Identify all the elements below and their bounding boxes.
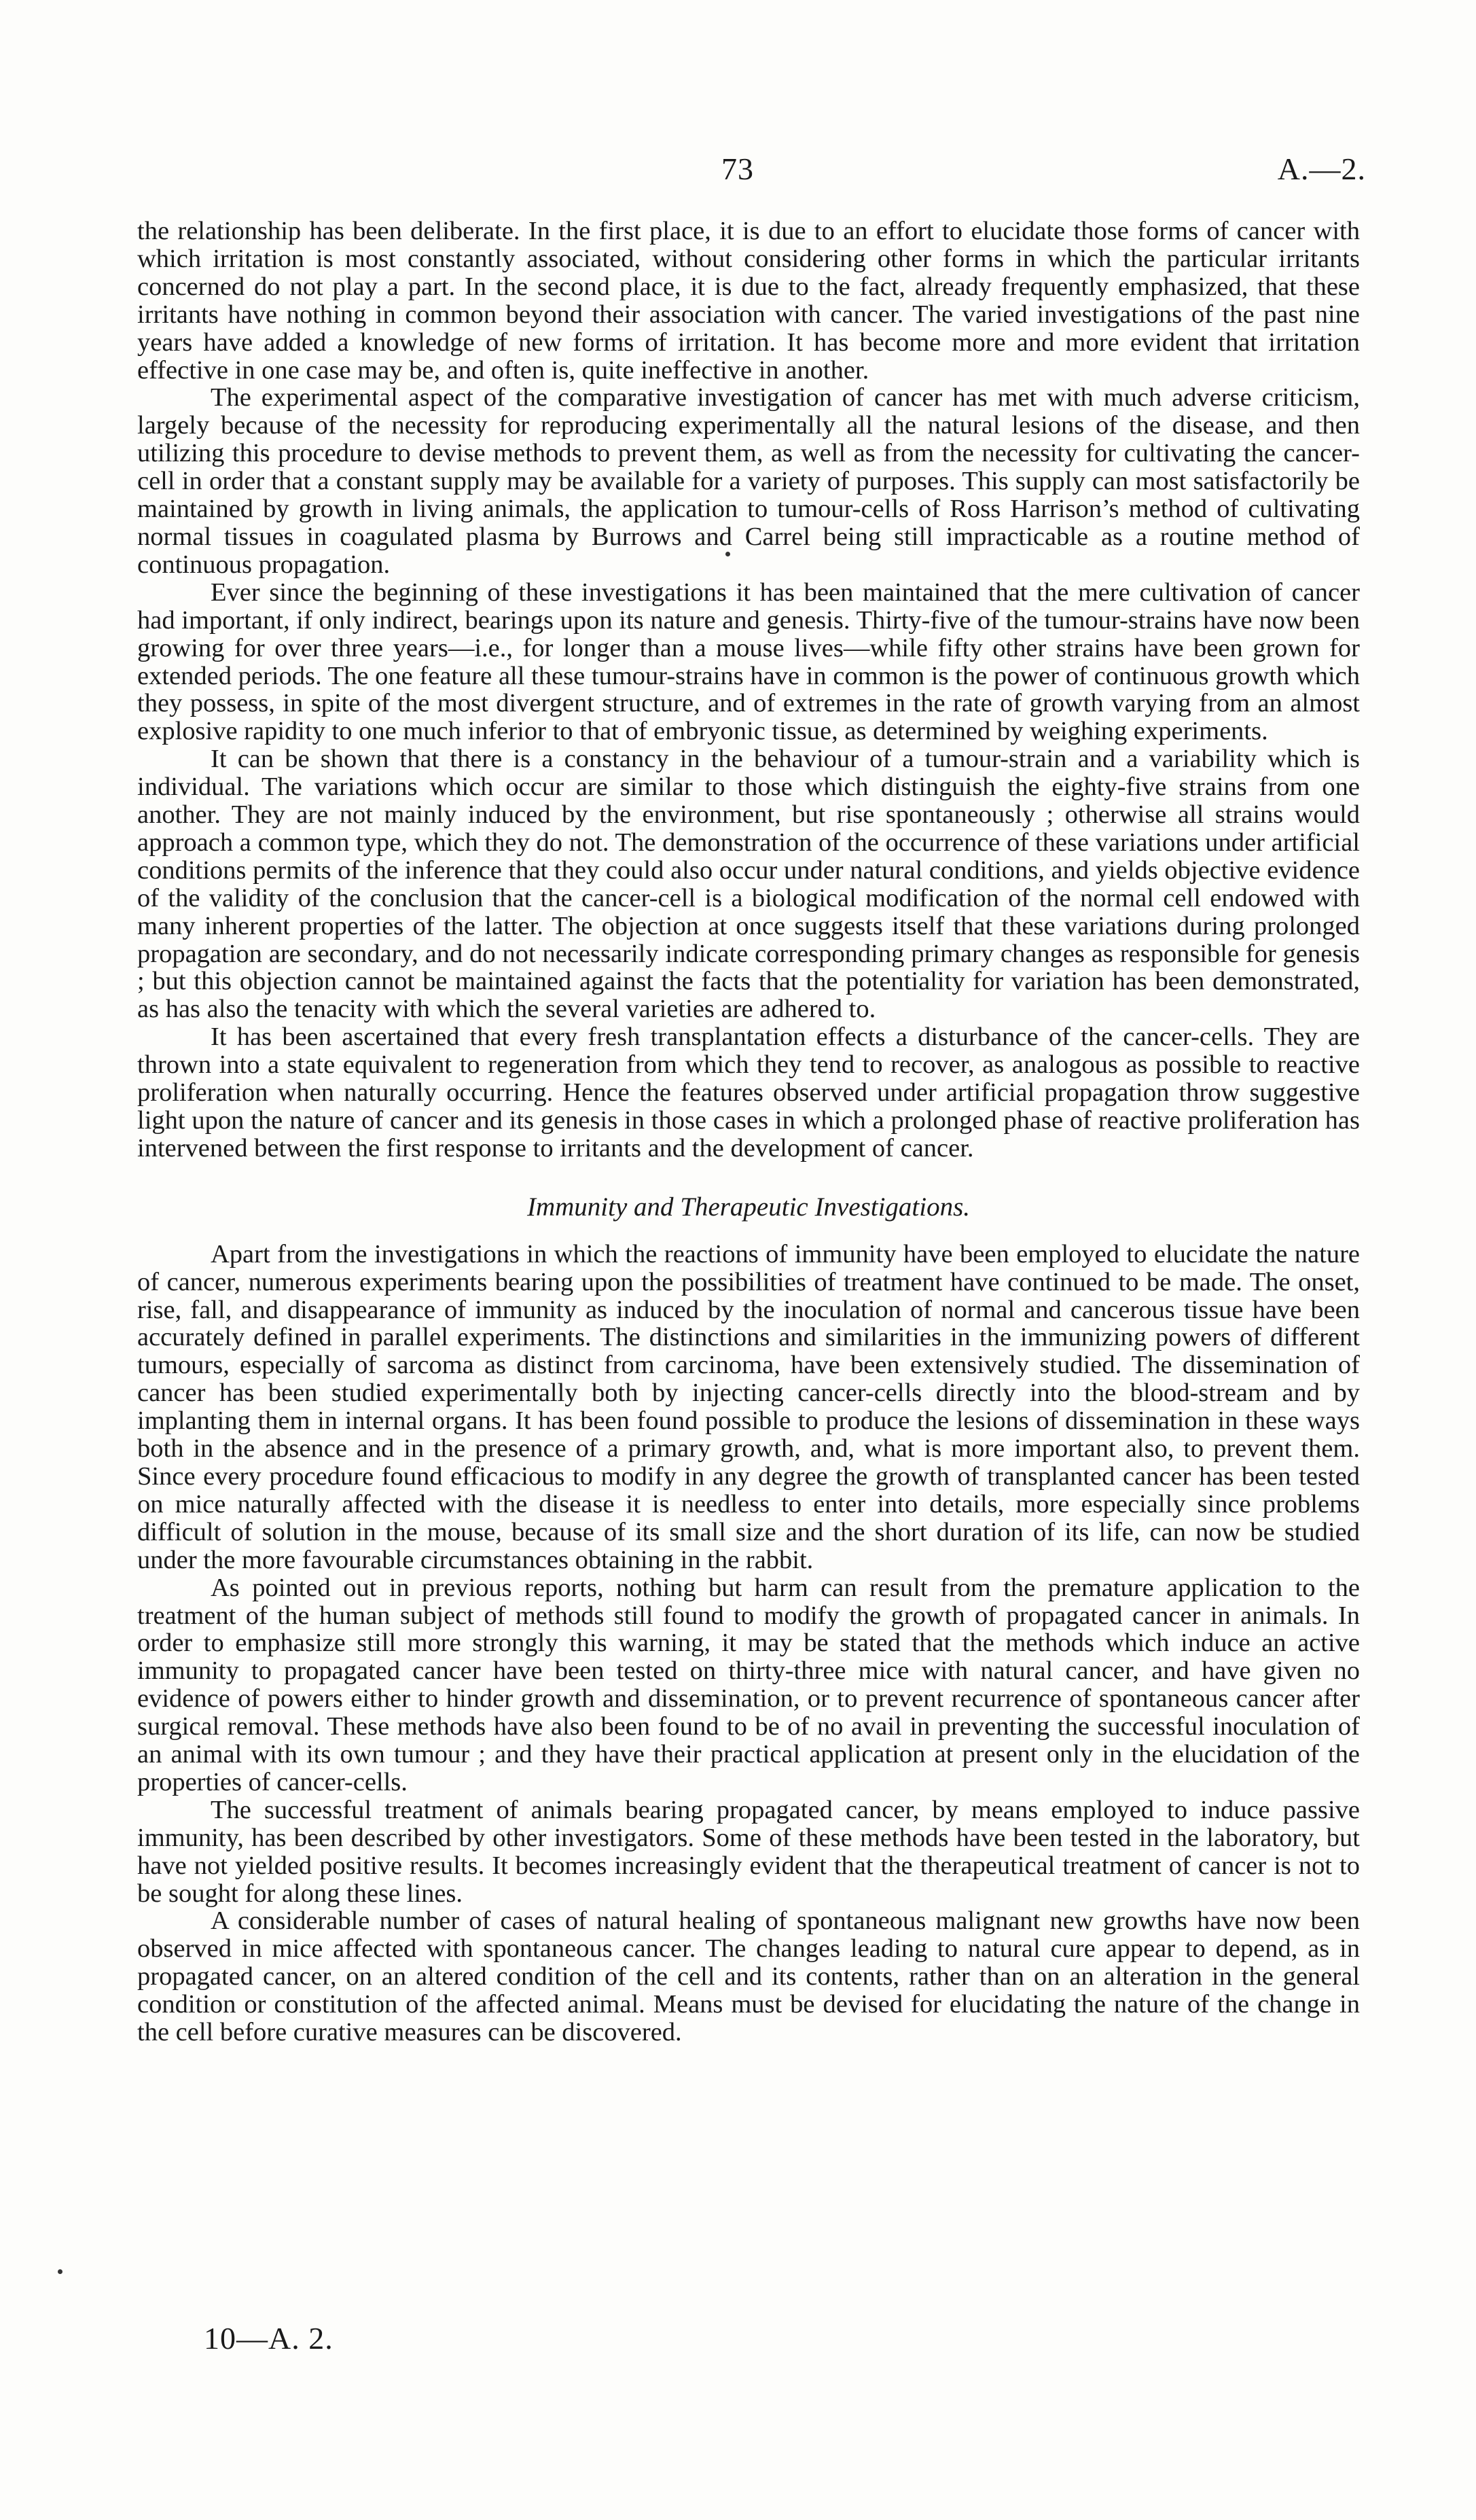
section-heading: Immunity and Therapeutic Investigations.: [526, 1192, 971, 1222]
paragraph: The successful treatment of animals bearing propagated cancer, by means employed to induce passive immunity, has been described by other investigators. Some of these methods have been tested in the laboratory, but have not yielded positive results. It becomes increasingly evident that the therapeutical treatment of cancer is not to be sought for along these lines.: [137, 1795, 1360, 1908]
footer-reference: 10—A. 2.: [204, 2321, 334, 2356]
paragraph: It can be shown that there is a constancy in the behaviour of a tumour-strain and a variability which is individual. The variations which occur are similar to those which distinguish the eighty-five strains from one another. They are not mainly induced by the environment, but rise spontaneously ; otherwise all strains would approach a common type, which they do not. The demonstration of the occurrence of these variations under artificial conditions permits of the inference that they could also occur under natural conditions, and yields objective evidence of the validity of the conclusion that the cancer-cell is a biological modification of the normal cell endowed with many inherent properties of the latter. The objection at once suggests itself that these variations during prolonged propagation are secondary, and do not necessarily indicate corresponding primary changes as responsible for genesis ; but this objection cannot be maintained against the facts that the potentiality for variation has been demonstrated, as has also the tenacity with which the several varieties are adhered to.: [137, 745, 1360, 1024]
ink-speck-mark: [58, 2269, 62, 2274]
body-text: [137, 217, 1360, 2046]
document-reference: A.—2.: [1277, 152, 1366, 186]
paragraph: It has been ascertained that every fresh transplantation effects a disturbance of the cancer-cells. They are thrown into a state equivalent to regeneration from which they tend to recover, as analogous as possible to reactive proliferation when naturally occurring. Hence the features observed under artificial propagation throw suggestive light upon the nature of cancer and its genesis in those cases in which a prolonged phase of reactive proliferation has intervened between the first response to irritants and the development of cancer.: [137, 1023, 1360, 1163]
paragraph: As pointed out in previous reports, nothing but harm can result from the premature application to the treatment of the human subject of methods still found to modify the growth of propagated cancer in animals. In order to emphasize still more strongly this warning, it may be stated that the methods which induce an active immunity to propagated cancer have been tested on thirty-three mice with natural cancer, and have given no evidence of powers either to hinder growth and dissemination, or to prevent recurrence of spontaneous cancer after surgical removal. These methods have also been found to be of no avail in preventing the successful inoculation of an animal with its own tumour ; and they have their practical application at present only in the elucidation of the properties of cancer-cells.: [137, 1573, 1360, 1796]
paragraph: A considerable number of cases of natural healing of spontaneous malignant new growths have now been observed in mice affected with spontaneous cancer. The changes leading to natural cure appear to depend, as in propagated cancer, on an altered condition of the cell and its contents, rather than on an alteration in the general condition or constitution of the affected animal. Means must be devised for elucidating the nature of the change in the cell before curative measures can be discovered.: [137, 1906, 1360, 2047]
page-header: [0, 151, 1476, 192]
page-number: 73: [721, 152, 754, 186]
paragraph-continued: the relationship has been deliberate. In the first place, it is due to an effort to elucidate those forms of cancer with which irritation is most constantly associated, without considering other forms in which the particular irritants concerned do not play a part. In the second place, it is due to the fact, already frequently emphasized, that these irritants have nothing in common beyond their association with cancer. The varied investigations of the past nine years have added a knowledge of new forms of irritation. It has become more and more evident that irritation effective in one case may be, and often is, quite ineffective in another.: [137, 217, 1360, 385]
ink-speck-mark: [725, 552, 730, 556]
paragraph: Apart from the investigations in which the reactions of immunity have been employed to elucidate the nature of cancer, numerous experiments bearing upon the possibilities of treatment have continued to be made. The onset, rise, fall, and disappearance of immunity as induced by the inoculation of normal and cancerous tissue have been accurately defined in parallel experiments. The distinctions and similarities in the immunizing powers of different tumours, especially of sarcoma as distinct from carcinoma, have been extensively studied. The dissemination of cancer has been studied experimentally both by injecting cancer-cells directly into the blood-stream and by implanting them in internal organs. It has been found possible to produce the lesions of dissemination in these ways both in the absence and in the presence of a primary growth, and, what is more important also, to prevent them. Since every procedure found efficacious to modify in any degree the growth of transplanted cancer has been tested on mice naturally affected with the disease it is needless to enter into details, more especially since problems difficult of solution in the mouse, because of its small size and the short duration of its life, can now be studied under the more favourable circumstances obtaining in the rabbit.: [137, 1239, 1360, 1574]
paragraph: The experimental aspect of the comparative investigation of cancer has met with much adverse criticism, largely because of the necessity for reproducing experimentally all the natural lesions of the disease, and then utilizing this procedure to devise methods to prevent them, as well as from the necessity for cultivating the cancer-cell in order that a constant supply may be available for a variety of purposes. This supply can most satisfactorily be maintained by growth in living animals, the application to tumour-cells of Ross Harrison’s method of cultivating normal tissues in coagulated plasma by Burrows and Carrel being still impracticable as a routine method of continuous propagation.: [137, 383, 1360, 579]
paragraph: Ever since the beginning of these investigations it has been maintained that the mere cultivation of cancer had important, if only indirect, bearings upon its nature and genesis. Thirty-five of the tumour-strains have now been growing for over three years—i.e., for longer than a mouse lives—while fifty other strains have been grown for extended periods. The one feature all these tumour-strains have in common is the power of continuous growth which they possess, in spite of the most divergent structure, and of extremes in the rate of growth varying from an almost explosive rapidity to one much inferior to that of embryonic tissue, as determined by weighing experiments.: [137, 578, 1360, 746]
